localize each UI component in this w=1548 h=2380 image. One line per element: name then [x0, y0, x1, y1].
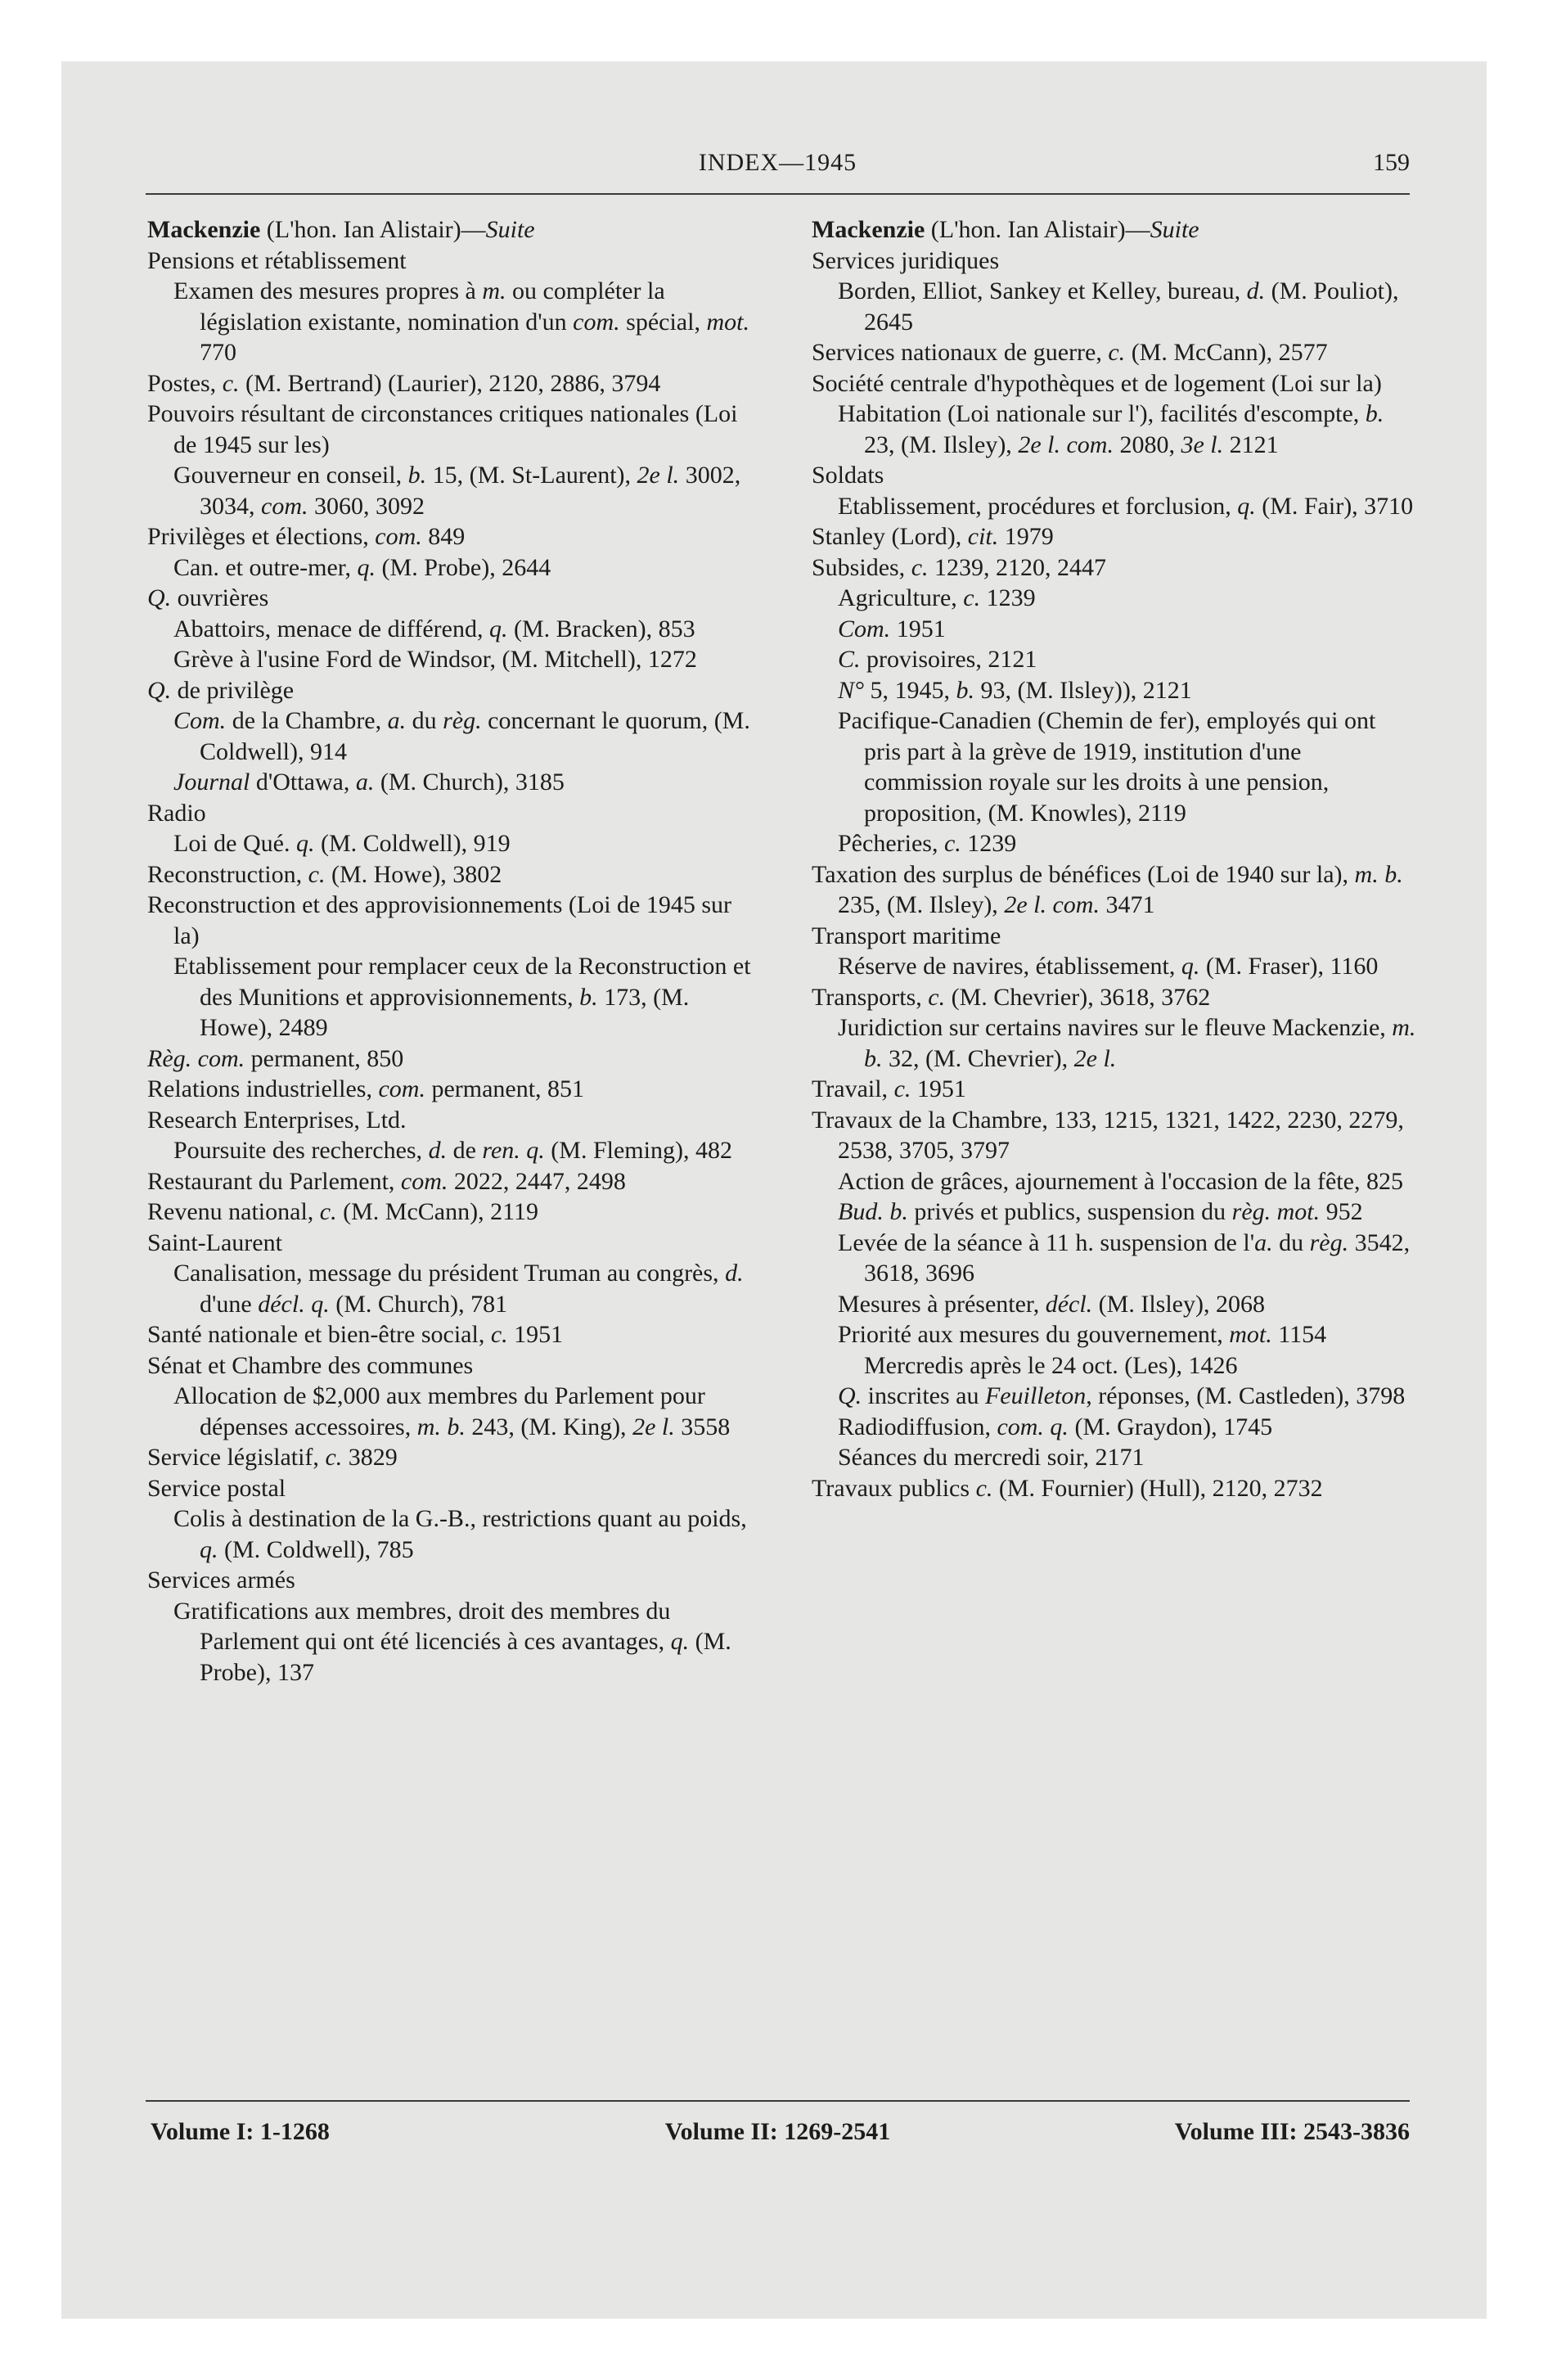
heading-name: Mackenzie — [812, 216, 925, 243]
index-entry: Habitation (Loi nationale sur l'), facilités d'escompte, b. 23, (M. Ilsley), 2e l. com. 2080, 3e l. 2121 — [838, 400, 1384, 458]
index-entry: Travaux publics c. (M. Fournier) (Hull), 2120, 2732 — [812, 1474, 1323, 1502]
index-entry: Postes, c. (M. Bertrand) (Laurier), 2120, 2886, 3794 — [147, 369, 661, 397]
index-entry: Q. de privilège — [147, 676, 295, 704]
right-entries — [812, 246, 1417, 1504]
index-entry: Loi de Qué. q. (M. Coldwell), 919 — [173, 830, 511, 857]
volume-1-range: Volume I: 1-1268 — [151, 2118, 330, 2145]
index-entry: Canalisation, message du président Truman au congrès, d. d'une décl. q. (M. Church), 781 — [173, 1260, 744, 1318]
index-entry: Revenu national, c. (M. McCann), 2119 — [147, 1198, 538, 1225]
index-entry: Pacifique-Canadien (Chemin de fer), employés qui ont pris part à la grève de 1919, institution d'une commission royale sur les droits à une pension, proposition, (M. Knowles), 2119 — [838, 707, 1376, 827]
running-title: INDEX—1945 — [698, 149, 857, 176]
index-entry: Journal d'Ottawa, a. (M. Church), 3185 — [173, 769, 565, 796]
index-entry: Reconstruction, c. (M. Howe), 3802 — [147, 860, 502, 888]
index-entry: Etablissement pour remplacer ceux de la Reconstruction et des Munitions et approvisionnements, b. 173, (M. Howe), 2489 — [173, 953, 751, 1041]
index-entry: Gratifications aux membres, droit des membres du Parlement qui ont été licenciés à ces avantages, q. (M. Probe), 137 — [173, 1597, 731, 1686]
index-entry: Services armés — [147, 1566, 295, 1593]
index-entry: Reconstruction et des approvisionnements (Loi de 1945 sur la) — [147, 891, 732, 949]
index-entry: Com. de la Chambre, a. du règ. concernant le quorum, (M. Coldwell), 914 — [173, 707, 750, 765]
index-entry: Radiodiffusion, com. q. (M. Graydon), 1745 — [838, 1413, 1273, 1440]
index-entry: Mercredis après le 24 oct. (Les), 1426 — [864, 1351, 1238, 1379]
index-entry: Sénat et Chambre des communes — [147, 1351, 474, 1379]
index-entry: Transports, c. (M. Chevrier), 3618, 3762 — [812, 983, 1211, 1011]
index-entry: Q. ouvrières — [147, 584, 269, 611]
index-entry: Grève à l'usine Ford de Windsor, (M. Mitchell), 1272 — [173, 646, 697, 673]
index-entry: Com. 1951 — [838, 615, 946, 642]
index-entry: Juridiction sur certains navires sur le fleuve Mackenzie, m. b. 32, (M. Chevrier), 2e l. — [838, 1014, 1416, 1072]
right-column — [812, 214, 1417, 1503]
index-entry: Borden, Elliot, Sankey et Kelley, bureau, d. (M. Pouliot), 2645 — [838, 277, 1399, 336]
index-entry: Abattoirs, menace de différend, q. (M. Bracken), 853 — [173, 615, 695, 642]
index-entry: Privilèges et élections, com. 849 — [147, 523, 466, 550]
index-entry: Services nationaux de guerre, c. (M. McCann), 2577 — [812, 339, 1328, 366]
header-rule — [146, 193, 1410, 195]
index-entry: Santé nationale et bien-être social, c. 1951 — [147, 1321, 564, 1348]
index-entry: Research Enterprises, Ltd. — [147, 1106, 407, 1134]
index-entry: Pêcheries, c. 1239 — [838, 830, 1017, 857]
index-entry: Examen des mesures propres à m. ou compléter la législation existante, nomination d'un com. spécial, mot. 770 — [173, 277, 749, 366]
index-entry: Services juridiques — [812, 246, 1000, 274]
page-number: 159 — [1373, 149, 1410, 176]
index-entry: Société centrale d'hypothèques et de logement (Loi sur la) — [812, 369, 1382, 397]
heading-rest: (L'hon. Ian Alistair)— — [930, 216, 1150, 243]
index-entry: Travail, c. 1951 — [812, 1075, 966, 1102]
volume-2-range: Volume II: 1269-2541 — [664, 2118, 891, 2145]
index-entry: Gouverneur en conseil, b. 15, (M. St-Laurent), 2e l. 3002, 3034, com. 3060, 3092 — [173, 462, 741, 520]
index-entry: Service postal — [147, 1474, 286, 1502]
index-entry: Stanley (Lord), cit. 1979 — [812, 523, 1054, 550]
heading-suite: Suite — [485, 216, 535, 243]
index-entry: Transport maritime — [812, 922, 1001, 949]
index-entry: Can. et outre-mer, q. (M. Probe), 2644 — [173, 553, 551, 581]
index-entry: Séances du mercredi soir, 2171 — [838, 1444, 1145, 1471]
index-entry: Agriculture, c. 1239 — [838, 584, 1036, 611]
heading-name: Mackenzie — [147, 216, 261, 243]
index-entry: Restaurant du Parlement, com. 2022, 2447, 2498 — [147, 1167, 626, 1195]
index-entry: Action de grâces, ajournement à l'occasion de la fête, 825 — [838, 1167, 1403, 1195]
index-entry: Poursuite des recherches, d. de ren. q. (M. Fleming), 482 — [173, 1137, 732, 1164]
left-column-heading — [147, 214, 753, 246]
left-column — [147, 214, 753, 1688]
index-entry: Radio — [147, 799, 206, 827]
index-entry: N° 5, 1945, b. 93, (M. Ilsley)), 2121 — [838, 676, 1192, 704]
heading-rest: (L'hon. Ian Alistair)— — [266, 216, 486, 243]
footer-rule — [146, 2100, 1410, 2102]
left-entries — [147, 246, 753, 1688]
index-entry: Soldats — [812, 462, 884, 489]
right-column-heading — [812, 214, 1417, 246]
index-entry: Levée de la séance à 11 h. suspension de l'a. du règ. 3542, 3618, 3696 — [838, 1228, 1411, 1287]
page-header — [146, 149, 1410, 188]
index-entry: Saint-Laurent — [147, 1228, 282, 1256]
volume-3-range: Volume III: 2543-3836 — [1174, 2118, 1410, 2145]
index-entry: Etablissement, procédures et forclusion, q. (M. Fair), 3710 — [838, 492, 1414, 520]
index-entry: Allocation de $2,000 aux membres du Parlement pour dépenses accessoires, m. b. 243, (M. King), 2e l. 3558 — [173, 1382, 731, 1440]
index-entry: Réserve de navires, établissement, q. (M. Fraser), 1160 — [838, 953, 1379, 980]
index-entry: Subsides, c. 1239, 2120, 2447 — [812, 553, 1107, 581]
index-entry: Q. inscrites au Feuilleton, réponses, (M. Castleden), 3798 — [838, 1382, 1406, 1409]
index-entry: Service législatif, c. 3829 — [147, 1444, 398, 1471]
volume-footer — [146, 2118, 1410, 2151]
index-entry: Pensions et rétablissement — [147, 246, 407, 274]
index-entry: Pouvoirs résultant de circonstances critiques nationales (Loi de 1945 sur les) — [147, 400, 738, 458]
index-entry: C. provisoires, 2121 — [838, 646, 1037, 673]
index-entry: Bud. b. privés et publics, suspension du règ. mot. 952 — [838, 1198, 1363, 1225]
index-entry: Règ. com. permanent, 850 — [147, 1044, 404, 1072]
index-entry: Mesures à présenter, décl. (M. Ilsley), 2068 — [838, 1290, 1265, 1318]
index-entry: Colis à destination de la G.-B., restrictions quant au poids, q. (M. Coldwell), 785 — [173, 1505, 747, 1563]
index-entry: Priorité aux mesures du gouvernement, mot. 1154 — [838, 1321, 1327, 1348]
index-entry: Relations industrielles, com. permanent, 851 — [147, 1075, 585, 1102]
heading-suite: Suite — [1150, 216, 1199, 243]
index-entry: Taxation des surplus de bénéfices (Loi de 1940 sur la), m. b. 235, (M. Ilsley), 2e l. com. 3471 — [812, 860, 1403, 918]
index-entry: Travaux de la Chambre, 133, 1215, 1321, 1422, 2230, 2279, 2538, 3705, 3797 — [812, 1106, 1404, 1164]
